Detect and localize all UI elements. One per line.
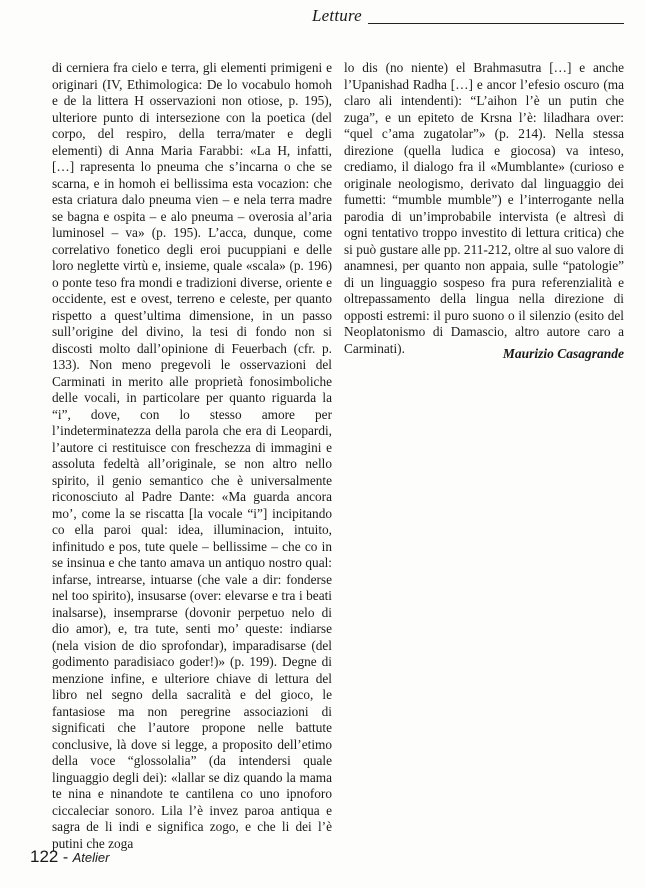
footer-separator: - [62,849,69,866]
page-footer [30,847,109,867]
header-rule [368,23,624,24]
section-title: Letture [312,6,362,25]
right-body-text: lo dis (no niente) el Brahmasutra […] e anche l’Upanishad Radha […] e ancor l’efesio oscuro (ma claro ali intendenti): “L’aihon l’è un putin che zuga”, e un epiteto de Krsna l’è: liladhara over: “quel c’ama zugatolar”» (p. 214). Nella stessa direzione (quella ludica e giocosa) va inteso, crediamo, il dialogo fra il «Mumblante» (curioso e originale neologismo, derivato dal linguaggio dei fumetti: “mumble mumble”) e l’interrogante nella parodia di un’improbabile intervista (e altresì di ogni tentativo troppo investito di lettura critica) che si può gustare alle pp. 211-212, oltre al suo valore di anamnesi, per quanto non appaia, sulle “patologie” di un linguaggio sospeso fra pura referenzialità e oltrepassamento della lingua nella direzione di opposti estremi: il puro suono o il silenzio (esito del Neoplatonismo di Damascio, altro autore caro a Carminati). [344,60,624,356]
right-column [344,60,624,357]
journal-name: Atelier [72,850,110,865]
left-body-text: di cerniera fra cielo e terra, gli elementi primigeni e originari (IV, Ethimologica: De lo vocabulo homoh e de la littera H osservazioni non otiose, p. 195), ulteriore punto di intersezione con la poetica (del corpo, del respiro, della terra/mater e degli elementi) di Anna Maria Farabbi: «La H, infatti, […] rapresenta lo pneuma che s’incarna o che se scarna, e in homoh ei bellissima esta vocazion: che esta criatura dalo pneuma vien – e nela terra madre se bagna e ospita – e alo pneuma – overosia al’aria luminosel – va» (p. 195). L’acca, dunque, come correlativo fonetico degli eroi pucuppiani e delle loro neglette virtù e, insieme, quale «scala» (p. 196) o ponte teso fra mondi e tradizioni diverse, oriente e occidente, est e ovest, terreno e celeste, per quanto rispetto a quest’ultima dimensione, in un passo sull’origine del divino, la tesi di fondo non si discosti molto dall’opinione di Feuerbach (cfr. p. 133). Non meno pregevoli le osservazioni del Carminati in merito alle proprietà fonosimboliche delle vocali, in particolare per quanto riguarda la “i”, dove, con lo stesso amore per l’indeterminatezza della parola che era di Leopardi, l’autore ci restituisce con freschezza di immagini e assoluta fedeltà all’originale, se non altro nello spirito, il genio semantico che è universalmente riconosciuto al Padre Dante: «Ma guarda ancora mo’, come la se riscatta [la vocale “i”] incipitando co ella paroi qual: idea, illuminacion, intuito, infinitudo e pos, tute quele – bellissime – che co in se insinua e che tanto amava un antiquo nostro qual: infarse, intrearse, intuarse (che vale a dir: fonderse nel too spirito), insusarse (over: elevarse e tra i beati inalsarse), insemprarse (dovonir perpetuo nelo di dio amor), e, tra tute, senti mo’ queste: indiarse (nela vision de dio sprofondar), imparadisarse (del godimento paradisiaco goder!)» (p. 199). Degne di menzione infine, e ulteriore chiave di lettura del libro nel segno della sacralità e del gioco, le fantasiose ma non peregrine associazioni di significati che l’autore propone nelle battute conclusive, là dove si legge, a proposito dell’etimo della voce “glossolalia” (da intendersi quale linguaggio degli dei): «lallar se diz quando la mama te nina e ninandote te cantilena co uno ipnoforo ciccaleciar sonoro. Lila l’è invez paroa antiqua e sagra de li indi e significa zogo, e che li dei l’è putini che zoga [52,60,332,851]
page-number: 122 [30,847,59,866]
author-signature: Maurizio Casagrande [502,346,624,361]
left-column [52,60,332,852]
running-header [312,6,624,28]
